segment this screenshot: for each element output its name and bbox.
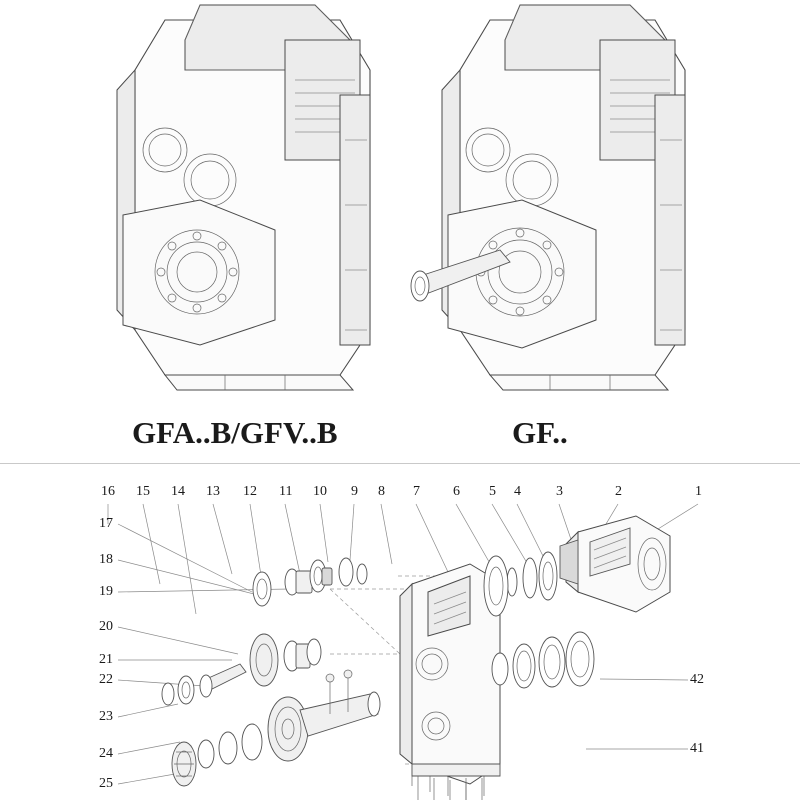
motor-adapter-part <box>560 516 670 612</box>
callout-17: 17 <box>99 516 113 531</box>
callout-10: 10 <box>313 484 327 499</box>
callout-12: 12 <box>243 484 257 499</box>
gearbox-view-right <box>400 0 700 400</box>
callout-19: 19 <box>99 584 113 599</box>
callout-5: 5 <box>489 484 496 499</box>
callout-9: 9 <box>351 484 358 499</box>
callout-13: 13 <box>206 484 220 499</box>
callout-3: 3 <box>556 484 563 499</box>
exploded-svg <box>0 464 800 800</box>
exploded-parts-diagram <box>0 464 800 800</box>
caption-right: GF.. <box>512 415 568 450</box>
callout-11: 11 <box>279 484 293 499</box>
callout-24: 24 <box>99 746 113 761</box>
callout-6: 6 <box>453 484 460 499</box>
callout-21: 21 <box>99 652 113 667</box>
gearbox-view-left <box>105 0 385 400</box>
callout-15: 15 <box>136 484 150 499</box>
callout-23: 23 <box>99 709 113 724</box>
callout-20: 20 <box>99 619 113 634</box>
shaft-parts-middle <box>162 634 321 705</box>
callout-41: 41 <box>690 741 704 756</box>
callout-8: 8 <box>378 484 385 499</box>
callout-42: 42 <box>690 672 704 687</box>
callout-14: 14 <box>171 484 185 499</box>
callout-2: 2 <box>615 484 622 499</box>
callout-4: 4 <box>514 484 521 499</box>
callout-25: 25 <box>99 776 113 791</box>
callout-1: 1 <box>695 484 702 499</box>
callout-7: 7 <box>413 484 420 499</box>
shaft-parts-upper <box>253 558 367 606</box>
caption-left: GFA..B/GFV..B <box>132 415 338 450</box>
callout-16: 16 <box>101 484 115 499</box>
callout-18: 18 <box>99 552 113 567</box>
callout-22: 22 <box>99 672 113 687</box>
